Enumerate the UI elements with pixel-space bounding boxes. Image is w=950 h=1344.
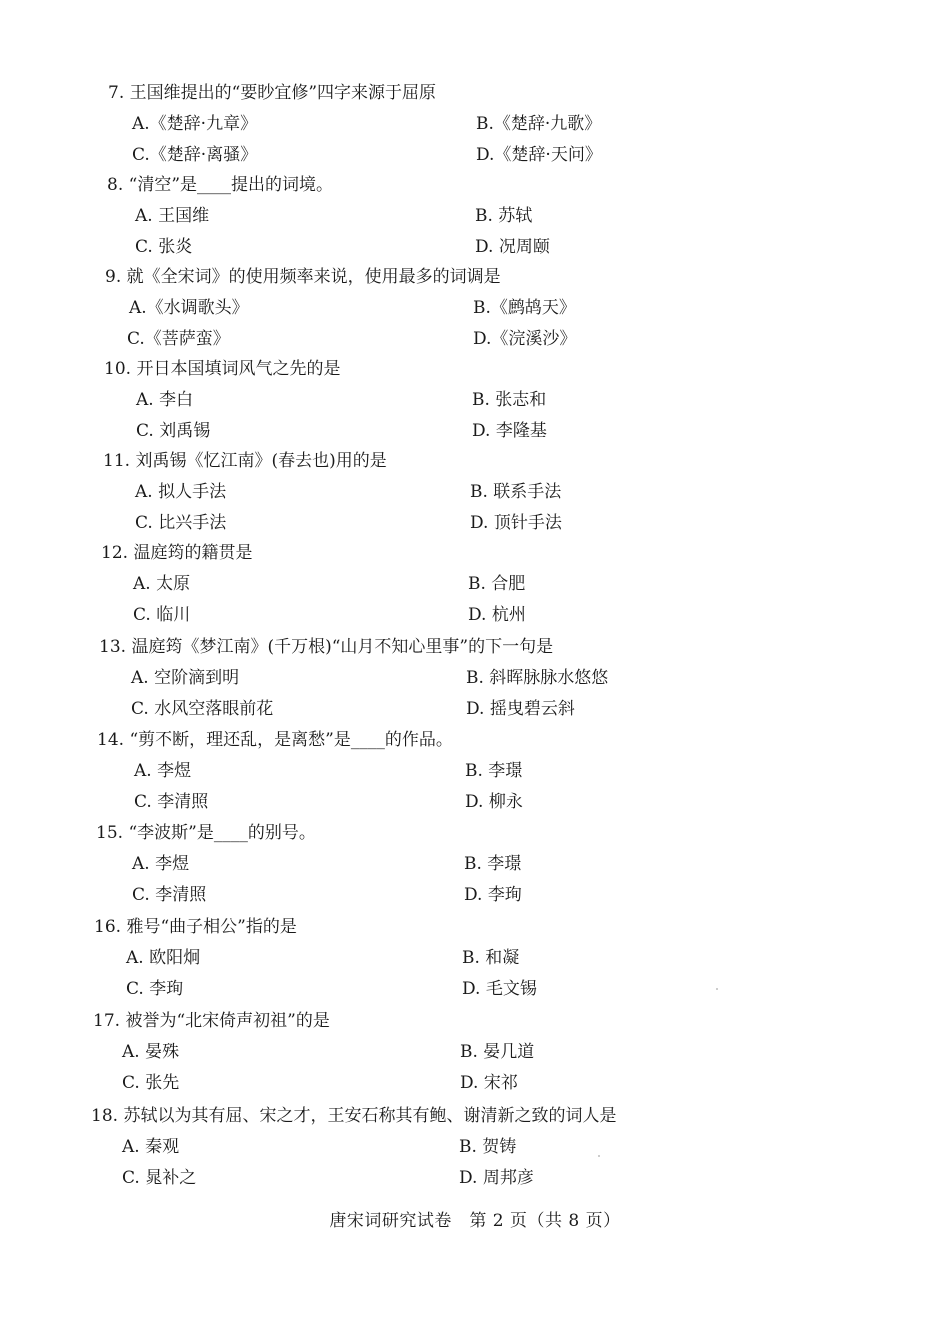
option-b: B. 李璟	[464, 854, 522, 874]
option-b: B. 贺铸	[459, 1137, 517, 1157]
question-9	[105, 266, 577, 350]
option-d: D. 周邦彦	[459, 1168, 534, 1188]
option-c: C.《菩萨蛮》	[127, 329, 230, 349]
option-c: C. 张炎	[135, 237, 193, 257]
option-a: A. 李煜	[132, 854, 190, 874]
option-d: D.《楚辞·天问》	[476, 145, 602, 165]
options-row-ab	[103, 481, 562, 503]
option-c: C. 临川	[133, 605, 191, 625]
option-a: A.《水调歌头》	[129, 298, 249, 318]
option-b: B.《鹧鸪天》	[473, 298, 576, 318]
question-stem: 12. 温庭筠的籍贯是	[101, 543, 253, 563]
scan-speck	[598, 1155, 600, 1157]
option-b: B.《楚辞·九歌》	[476, 114, 602, 134]
option-d: D. 杭州	[468, 605, 526, 625]
option-d: D. 摇曳碧云斜	[466, 699, 575, 719]
question-11	[103, 450, 562, 534]
options-row-ab	[97, 760, 523, 782]
options-row-ab	[93, 1041, 535, 1063]
option-a: A. 秦观	[122, 1137, 180, 1157]
question-16	[94, 916, 537, 1000]
question-stem: 14. “剪不断，理还乱，是离愁”是____的作品。	[97, 730, 453, 750]
option-a: A. 空阶滴到明	[131, 668, 240, 688]
question-stem: 16. 雅号“曲子相公”指的是	[94, 917, 297, 937]
question-17	[93, 1010, 535, 1094]
options-row-ab	[104, 389, 547, 411]
options-row-cd	[108, 144, 602, 166]
option-d: D. 李隆基	[472, 421, 547, 441]
option-a: A. 李煜	[134, 761, 192, 781]
question-stem: 9. 就《全宋词》的使用频率来说，使用最多的词调是	[105, 267, 501, 287]
question-stem: 10. 开日本国填词风气之先的是	[104, 359, 341, 379]
options-row-cd	[101, 604, 526, 626]
question-7	[108, 82, 602, 166]
option-c: C.《楚辞·离骚》	[132, 145, 258, 165]
question-13	[99, 636, 609, 720]
option-a: A. 晏殊	[122, 1042, 180, 1062]
scan-speck	[716, 988, 718, 990]
question-15	[96, 822, 522, 906]
option-d: D. 柳永	[465, 792, 523, 812]
options-row-cd	[99, 698, 575, 720]
option-a: A. 欧阳炯	[126, 948, 201, 968]
options-row-cd	[104, 420, 547, 442]
option-b: B. 斜晖脉脉水悠悠	[466, 668, 609, 688]
options-row-ab	[107, 205, 533, 227]
option-b: B. 晏几道	[460, 1042, 535, 1062]
option-d: D. 况周颐	[475, 237, 550, 257]
option-d: D.《浣溪沙》	[473, 329, 577, 349]
option-b: B. 合肥	[468, 574, 526, 594]
option-c: C. 李清照	[132, 885, 207, 905]
option-d: D. 顶针手法	[470, 513, 562, 533]
options-row-ab	[94, 947, 520, 969]
option-b: B. 联系手法	[470, 482, 562, 502]
options-row-cd	[97, 791, 523, 813]
options-row-ab	[91, 1136, 616, 1158]
option-b: B. 李璟	[465, 761, 523, 781]
option-a: A. 李白	[136, 390, 194, 410]
options-row-ab	[101, 573, 526, 595]
options-row-cd	[103, 512, 562, 534]
option-c: C. 晁补之	[122, 1168, 197, 1188]
question-stem: 18. 苏轼以为其有屈、宋之才，王安石称其有鲍、谢清新之致的词人是	[91, 1106, 617, 1126]
option-d: D. 宋祁	[460, 1073, 518, 1093]
options-row-cd	[107, 236, 550, 258]
option-c: C. 水风空落眼前花	[131, 699, 274, 719]
option-c: C. 李珣	[126, 979, 184, 999]
question-stem: 7. 王国维提出的“要眇宜修”四字来源于屈原	[108, 83, 437, 103]
options-row-cd	[94, 978, 537, 1000]
option-b: B. 张志和	[472, 390, 547, 410]
options-row-cd	[93, 1072, 518, 1094]
option-a: A.《楚辞·九章》	[132, 114, 258, 134]
option-c: C. 刘禹锡	[136, 421, 211, 441]
options-row-ab	[108, 113, 602, 135]
options-row-cd	[96, 884, 522, 906]
question-14	[97, 729, 523, 813]
option-b: B. 和凝	[462, 948, 520, 968]
options-row-ab	[105, 297, 576, 319]
options-row-cd	[91, 1167, 616, 1189]
option-c: C. 张先	[122, 1073, 180, 1093]
option-a: A. 拟人手法	[135, 482, 227, 502]
option-b: B. 苏轼	[475, 206, 533, 226]
options-row-ab	[96, 853, 522, 875]
question-stem: 15. “李波斯”是____的别号。	[96, 823, 316, 843]
page-footer: 唐宋词研究试卷 第 2 页（共 8 页）	[329, 1211, 621, 1231]
question-18	[91, 1105, 616, 1189]
option-d: D. 毛文锡	[462, 979, 537, 999]
options-row-cd	[105, 328, 577, 350]
question-stem: 17. 被誉为“北宋倚声初祖”的是	[93, 1011, 330, 1031]
question-stem: 13. 温庭筠《梦江南》(千万根)“山月不知心里事”的下一句是	[99, 637, 554, 657]
option-a: A. 王国维	[135, 206, 210, 226]
question-8	[107, 174, 550, 258]
question-stem: 8. “清空”是____提出的词境。	[107, 175, 334, 195]
option-d: D. 李珣	[464, 885, 522, 905]
options-row-ab	[99, 667, 609, 689]
question-stem: 11. 刘禹锡《忆江南》(春去也)用的是	[103, 451, 387, 471]
question-10	[104, 358, 547, 442]
option-c: C. 比兴手法	[135, 513, 227, 533]
option-c: C. 李清照	[134, 792, 209, 812]
question-12	[101, 542, 526, 626]
option-a: A. 太原	[133, 574, 191, 594]
